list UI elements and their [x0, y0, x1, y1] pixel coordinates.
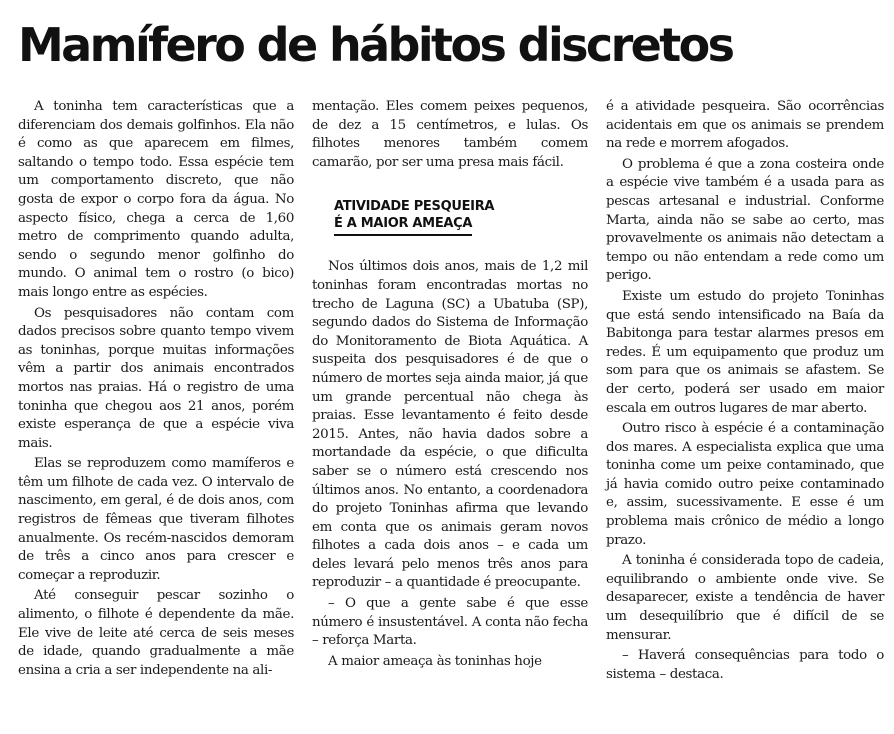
paragraph: Elas se reproduzem como mamíferos e têm um filhote de cada vez. O intervalo de nascimento, em geral, é de dois anos, com registros de fêmeas que tiveram filhotes anualmente. Os recém-nascidos demoram de três a cinco anos para crescer e começar a reproduzir. [18, 456, 294, 583]
paragraph: Existe um estudo do projeto Toninhas que está sendo intensificado na Baía da Babitonga para testar alarmes presos em redes. É um equipamento que produz um som para que os animais se afastem. Se der certo, poderá ser usado em maior escala em outros lugares de mar aberto. [606, 288, 884, 416]
paragraph: O problema é que a zona costeira onde a espécie vive também é a usada para as pescas artesanal e industrial. Conforme Marta, ainda não se sabe ao certo, mas provavelmente os animais não detectam a tempo ou não entendam a rede como um perigo. [606, 156, 884, 284]
paragraph: – O que a gente sabe é que esse número é insustentável. A conta não fecha – reforça Marta. [312, 596, 588, 649]
article-column-2 [312, 98, 588, 673]
paragraph: Os pesquisadores não contam com dados precisos sobre quanto tempo vivem as toninhas, porque muitas informações vêm a partir dos animais encontrados mortos nas praias. Há o registro de uma toninha que chegou aos 21 anos, porém existe esperança de que a espécie viva mais. [18, 305, 294, 451]
paragraph-continuation: mentação. Eles comem peixes pequenos, de dez a 15 centímetros, e lulas. Os filhotes menores também comem camarão, por ser uma presa mais fácil. [312, 99, 588, 170]
paragraph: A toninha é considerada topo de cadeia, equilibrando o ambiente onde vive. Se desaparecer, existe a tendência de haver um desequilíbrio que é difícil de se mensurar. [606, 553, 884, 643]
paragraph: A maior ameaça às toninhas hoje [328, 653, 542, 669]
article-column-1 [18, 98, 294, 682]
subheading-line-1: ATIVIDADE PESQUEIRA [334, 199, 495, 215]
headline: Mamífero de hábitos discretos [18, 18, 733, 72]
paragraph: – Haverá consequências para todo o sistema – destaca. [606, 648, 884, 682]
paragraph: Até conseguir pescar sozinho o alimento, o filhote é dependente da mãe. Ele vive de leite até cerca de seis meses de idade, quando gradualmente a mãe ensina a cria a ser independente na ali- [18, 588, 294, 678]
paragraph: A toninha tem características que a diferenciam dos demais golfinhos. Ela não é como as que aparecem em filmes, saltando o tempo todo. Essa espécie tem um comportamento discreto, que não gosta de expor o corpo fora da água. No aspecto físico, chega a cerca de 1,60 metro de comprimento quando adulta, sendo o segundo menor golfinho do mundo. O animal tem o rostro (o bico) mais longo entre as espécies. [18, 99, 294, 300]
section-subheading [334, 198, 588, 236]
paragraph-continuation: é a atividade pesqueira. São ocorrências acidentais em que os animais se prendem na rede e morrem afogados. [606, 99, 884, 152]
subheading-line-2: É A MAIOR AMEAÇA [334, 215, 472, 236]
article-column-3 [606, 98, 884, 686]
paragraph: Outro risco à espécie é a contaminação dos mares. A especialista explica que uma toninha come um peixe contaminado, que já havia comido outro peixe contaminado e, assim, sucessivamente. E esse é um problema mais crônico de médio a longo prazo. [606, 421, 884, 548]
paragraph: Nos últimos dois anos, mais de 1,2 mil toninhas foram encontradas mortas no trecho de Laguna (SC) a Ubatuba (SP), segundo dados do Sistema de Informação do Monitoramento de Biota Aquática. A suspeita dos pesquisadores é de que o número de mortes seja ainda maior, já que um grande percentual não chega às praias. Esse levantamento é feito desde 2015. Antes, não havia dados sobre a mortandade da espécie, o que dificulta saber se o número está crescendo nos últimos anos. No entanto, a coordenadora do projeto Toninhas afirma que levando em conta que os animais geram novos filhotes a cada dois anos – e cada um deles levará pelo menos três anos para reproduzir – a quantidade é preocupante. [312, 259, 588, 591]
